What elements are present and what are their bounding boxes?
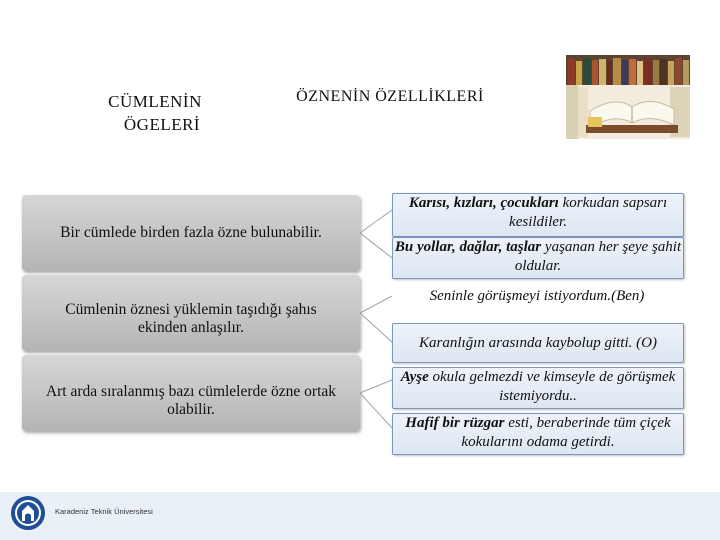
section-title-line-2: ÖGELERİ	[123, 115, 201, 134]
example-text	[393, 414, 683, 452]
example-text	[393, 238, 683, 276]
example-box-2	[392, 237, 684, 279]
example-text	[393, 368, 683, 406]
example-rest: esti, beraberinde tüm çiçek kokularını odama getirdi.	[461, 415, 671, 450]
university-name: Karadeniz Teknik Üniversitesi	[55, 507, 153, 516]
example-subject: Karısı, kızları, çocukları	[408, 195, 559, 211]
example-text: Seninle görüşmeyi istiyordum.(Ben)	[429, 288, 645, 304]
example-box-6	[392, 413, 684, 455]
example-3	[392, 287, 682, 306]
example-box-1	[392, 193, 684, 237]
footer-bar	[0, 492, 720, 540]
example-subject: Ayşe	[400, 369, 429, 385]
slide-title: ÖZNENİN ÖZELLİKLERİ	[296, 88, 484, 105]
example-rest: korkudan sapsarı kesildiler.	[509, 195, 668, 230]
example-rest: okula gelmezdi ve kimseyle de görüşmek istemiyordu..	[428, 369, 676, 404]
university-logo-icon	[10, 495, 46, 531]
example-subject: Bu yollar, dağlar, taşlar	[394, 239, 542, 255]
example-box-4	[392, 323, 684, 363]
section-title-line-1: CÜMLENİN	[108, 92, 202, 111]
example-rest: yaşanan her şeye şahit oldular.	[514, 239, 682, 274]
feature-text: Bir cümlede birden fazla özne bulunabilir.	[60, 224, 322, 241]
example-subject: Hafif bir rüzgar	[405, 415, 505, 431]
feature-text: Art arda sıralanmış bazı cümlelerde özne ortak olabilir.	[45, 383, 337, 418]
example-text: Karanlığın arasında kaybolup gitti. (O)	[419, 335, 657, 351]
example-text	[393, 194, 683, 232]
example-box-5	[392, 367, 684, 409]
feature-text: Cümlenin öznesi yüklemin taşıdığı şahıs ekinden anlaşılır.	[65, 301, 317, 336]
